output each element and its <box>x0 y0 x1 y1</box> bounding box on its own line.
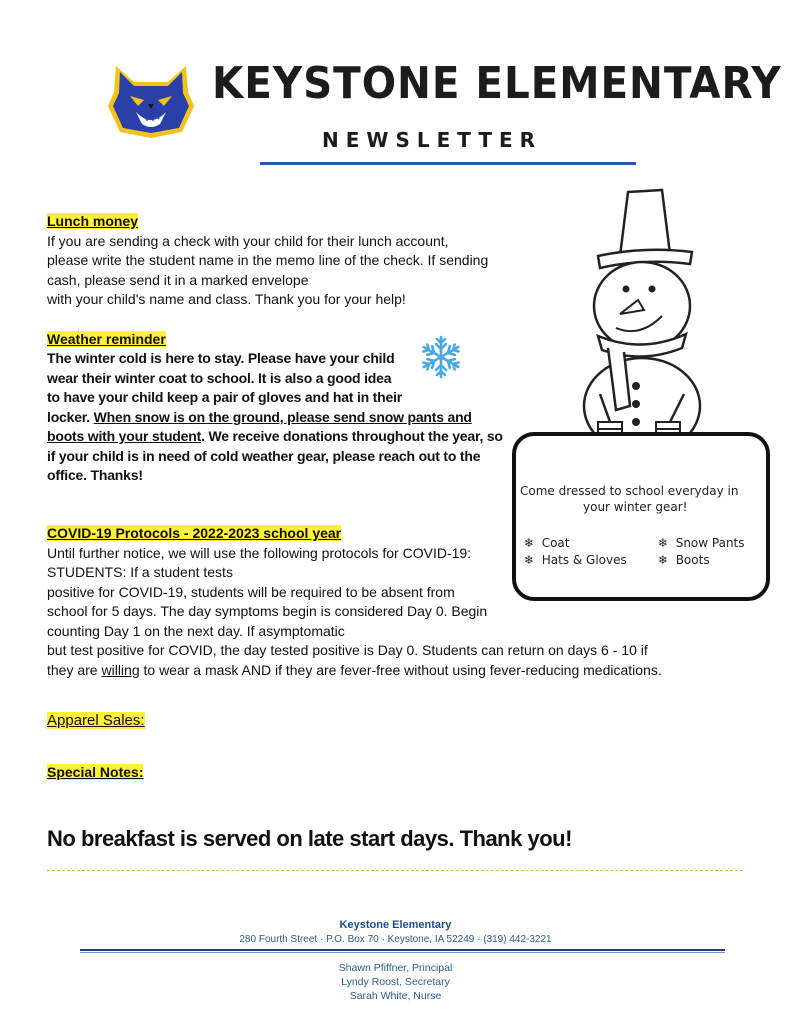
footer-divider-thin <box>80 952 725 953</box>
sign-item: ❄ Snow Pants <box>658 536 745 550</box>
footer-school-name: Keystone Elementary <box>339 919 452 931</box>
lunch-line: If you are sending a check with your child for their lunch account, <box>47 233 449 249</box>
snowflake-bullet-icon: ❄ <box>524 553 535 567</box>
weather-line: The winter cold is here to stay. Please have your child <box>47 350 395 366</box>
footer-divider <box>80 949 725 951</box>
header-divider <box>260 162 636 165</box>
newsletter-title: NEWSLETTER <box>322 128 543 152</box>
covid-line: school for 5 days. The day symptoms begin is considered Day 0. Begin <box>47 603 488 619</box>
dashed-divider <box>47 870 743 871</box>
weather-line: to have your child keep a pair of gloves and hat in their <box>47 389 403 405</box>
covid-heading: COVID-19 Protocols - 2022-2023 school year <box>47 525 342 541</box>
staff-principal: Shawn Pfiffner, Principal <box>338 962 453 974</box>
weather-line: office. Thanks! <box>47 467 143 483</box>
weather-line: if your child is in need of cold weather gear, please reach out to the <box>47 448 481 464</box>
weather-line: boots with your student. We receive donations throughout the year, so <box>47 428 503 444</box>
snowflake-bullet-icon: ❄ <box>658 536 669 550</box>
sign-item: ❄ Coat <box>524 536 570 550</box>
school-title: KEYSTONE ELEMENTARY <box>212 58 782 109</box>
covid-line: positive for COVID-19, students will be required to be absent from <box>47 584 455 600</box>
covid-line: STUDENTS: If a student tests <box>47 564 233 580</box>
covid-line: they are willing to wear a mask AND if they are fever-free without using fever-reducing medications. <box>47 662 662 678</box>
weather-heading: Weather reminder <box>47 331 166 347</box>
lunch-heading: Lunch money <box>47 213 139 229</box>
sign-item: ❄ Boots <box>658 553 710 567</box>
footer-address: 280 Fourth Street · P.O. Box 70 · Keystone, IA 52249 · (319) 442-3221 <box>239 934 552 945</box>
lunch-line: cash, please send it in a marked envelope <box>47 272 309 288</box>
lunch-line: with your child's name and class. Thank you for your help! <box>47 291 406 307</box>
special-notes-heading: Special Notes: <box>47 764 144 780</box>
closing-note: No breakfast is served on late start days. Thank you! <box>47 826 572 851</box>
weather-line: locker. When snow is on the ground, please send snow pants and <box>47 409 472 425</box>
covid-line: but test positive for COVID, the day tested positive is Day 0. Students can return on days 6 - 10 if <box>47 642 648 658</box>
lunch-line: please write the student name in the memo line of the check. If sending <box>47 252 489 268</box>
weather-line: wear their winter coat to school. It is also a good idea <box>47 370 392 386</box>
wildcat-logo <box>108 62 194 138</box>
covid-line: Until further notice, we will use the following protocols for COVID-19: <box>47 545 472 561</box>
covid-line: counting Day 1 on the next day. If asymptomatic <box>47 623 345 639</box>
apparel-heading: Apparel Sales: <box>47 712 145 729</box>
snowflake-bullet-icon: ❄ <box>524 536 535 550</box>
staff-nurse: Sarah White, Nurse <box>349 990 442 1002</box>
sign-item: ❄ Hats & Gloves <box>524 553 627 567</box>
staff-secretary: Lyndy Roost, Secretary <box>341 976 450 988</box>
sign-line: your winter gear! <box>583 500 688 514</box>
sign-line: Come dressed to school everyday in <box>520 484 739 498</box>
snowflake-icon <box>416 334 466 380</box>
snowflake-bullet-icon: ❄ <box>658 553 669 567</box>
